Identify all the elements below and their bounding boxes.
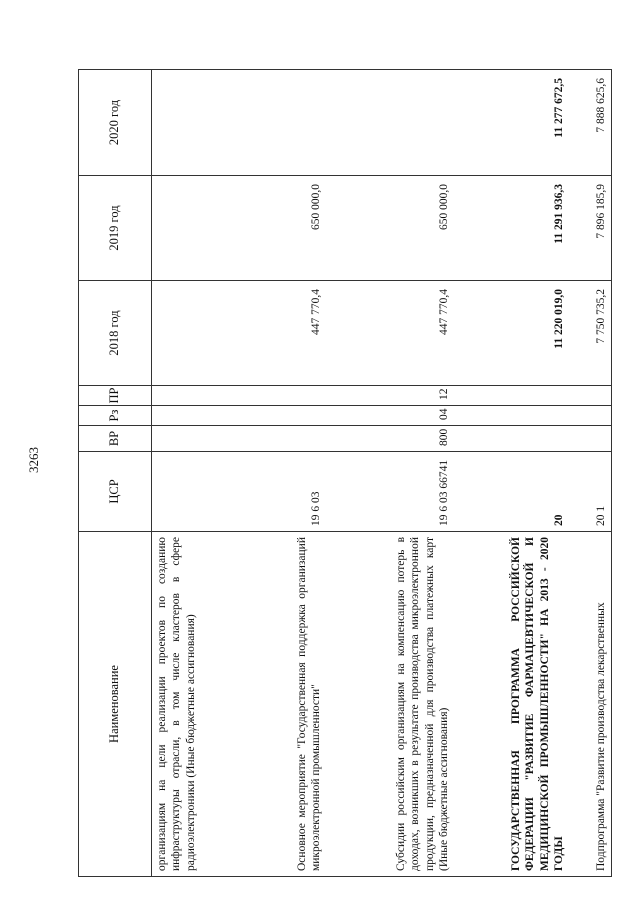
row-2019: 11 291 936,3 bbox=[455, 176, 570, 281]
row-rz: 04 bbox=[327, 406, 455, 426]
row-vr bbox=[152, 426, 247, 452]
row-2020: 11 277 672,5 bbox=[455, 70, 570, 176]
header-rz: Рз bbox=[79, 406, 152, 426]
table-row bbox=[152, 70, 247, 877]
row-csr: 19 6 03 bbox=[247, 452, 327, 532]
header-2018: 2018 год bbox=[79, 281, 152, 386]
row-rz bbox=[455, 406, 570, 426]
row-2020 bbox=[152, 70, 247, 176]
header-pr: ПР bbox=[79, 386, 152, 406]
row-2019: 650 000,0 bbox=[247, 176, 327, 281]
row-pr bbox=[455, 386, 570, 406]
row-name: ГОСУДАРСТВЕННАЯ ПРОГРАММА РОССИЙСКОЙ ФЕДЕРАЦИИ "РАЗВИТИЕ ФАРМАЦЕВТИЧЕСКОЙ И МЕДИЦИНСКОЙ ПРОМЫШЛЕННОСТИ" НА 2013 - 2020 ГОДЫ bbox=[455, 532, 570, 877]
table-row bbox=[327, 70, 455, 877]
header-csr: ЦСР bbox=[79, 452, 152, 532]
row-name: Субсидии российским организациям на компенсацию потерь в доходах, возникших в результате производства микроэлектронной продукции, предназначенной для производства платежных карт (Иные бюджетные ассигнования) bbox=[327, 532, 455, 877]
header-name: Наименование bbox=[79, 532, 152, 877]
row-name: Подпрограмма "Развитие производства лекарственных bbox=[570, 532, 612, 877]
header-2020: 2020 год bbox=[79, 70, 152, 176]
row-2018: 447 770,4 bbox=[247, 281, 327, 386]
row-vr bbox=[247, 426, 327, 452]
table-row bbox=[247, 70, 327, 877]
page-number: 3263 bbox=[26, 447, 41, 473]
row-2020: 7 888 625,6 bbox=[570, 70, 612, 176]
row-pr bbox=[570, 386, 612, 406]
row-2020 bbox=[327, 70, 455, 176]
row-2019: 650 000,0 bbox=[327, 176, 455, 281]
budget-table-sheet bbox=[78, 70, 607, 877]
row-rz bbox=[247, 406, 327, 426]
row-csr: 20 1 bbox=[570, 452, 612, 532]
budget-allocation-table bbox=[78, 69, 612, 877]
row-csr bbox=[152, 452, 247, 532]
row-2018: 7 750 735,2 bbox=[570, 281, 612, 386]
row-pr bbox=[152, 386, 247, 406]
row-name: организациям на цели реализации проектов по созданию инфраструктуры отрасли, в том числе кластеров в сфере радиоэлектроники (Иные бюджетные ассигнования) bbox=[152, 532, 247, 877]
row-pr bbox=[247, 386, 327, 406]
row-pr: 12 bbox=[327, 386, 455, 406]
row-vr bbox=[455, 426, 570, 452]
row-2018 bbox=[152, 281, 247, 386]
table-row bbox=[570, 70, 612, 877]
row-csr: 20 bbox=[455, 452, 570, 532]
row-vr: 800 bbox=[327, 426, 455, 452]
table-header-row bbox=[79, 70, 152, 877]
row-2019 bbox=[152, 176, 247, 281]
row-2020 bbox=[247, 70, 327, 176]
row-2019: 7 896 185,9 bbox=[570, 176, 612, 281]
row-csr: 19 6 03 66741 bbox=[327, 452, 455, 532]
row-rz bbox=[570, 406, 612, 426]
row-rz bbox=[152, 406, 247, 426]
row-2018: 447 770,4 bbox=[327, 281, 455, 386]
header-vr: ВР bbox=[79, 426, 152, 452]
row-name: Основное мероприятие "Государственная поддержка организаций микроэлектронной промышленности" bbox=[247, 532, 327, 877]
row-vr bbox=[570, 426, 612, 452]
table-row bbox=[455, 70, 570, 877]
row-2018: 11 220 019,0 bbox=[455, 281, 570, 386]
header-2019: 2019 год bbox=[79, 176, 152, 281]
